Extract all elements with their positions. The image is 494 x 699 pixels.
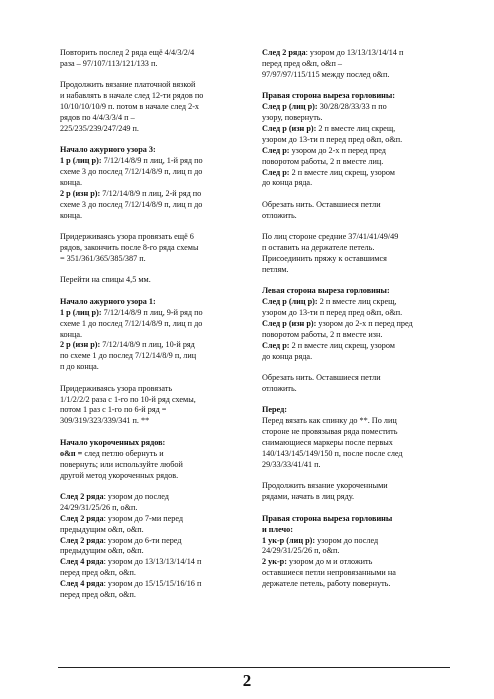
body-text: 2 п вместе лиц скрещ, узором [289,340,395,350]
text-line [60,91,242,102]
text-line [262,200,452,211]
text-line [60,167,242,178]
body-text: = 351/361/365/385/387 п. [60,254,146,263]
body-text: п до конца. [60,362,99,372]
text-line [60,340,242,351]
paragraph [262,91,452,189]
text-line [60,319,242,330]
body-text: перед пред о&п, о&п. [60,568,136,578]
text-line [262,352,452,363]
text-line [60,243,242,254]
text-line [60,80,242,91]
text-line [60,460,242,471]
text-line [262,59,452,70]
text-line [262,124,452,135]
body-text: схеме 3 до послед 7/12/14/8/9 п, лиц п до [60,199,203,209]
text-line [262,70,452,81]
text-line [262,157,452,168]
body-text: потом 1 раз с 1-го по 6-й ряд = [60,405,167,415]
body-text: Продолжить вязание платочной вязкой [60,80,196,90]
body-text: рядами, начать в лиц ряду. [262,492,355,502]
paragraph [60,145,242,221]
body-text: другой метод укороченных рядов. [60,470,179,480]
text-line [262,168,452,179]
body-text: Продолжить вязание укороченными [262,481,388,491]
text-line [262,427,452,438]
paragraph [262,48,452,81]
text-line [262,384,452,395]
body-text: : узором до 13/13/13/14/14 п [103,557,202,567]
text-line [262,113,452,124]
body-text: схеме 1 до послед 7/12/14/8/9 п, лиц п до [60,318,203,328]
left-column [60,48,242,611]
text-line [60,59,242,70]
body-text: 2 п вместе лиц скрещ, узором [289,167,395,177]
text-line [262,557,452,568]
text-line [262,178,452,189]
text-line [60,297,242,308]
text-line [60,546,242,557]
paragraph [262,481,452,503]
body-text: 24/29/31/25/26 п, о&п. [262,546,340,556]
text-line [60,232,242,243]
text-line [60,211,242,222]
body-text: до конца ряда. [262,351,313,361]
paragraph [262,373,452,395]
text-line [60,124,242,135]
heading-text: Правая сторона выреза горловины: [262,91,396,101]
body-text: 2 п вместе лиц скрещ, [317,297,397,307]
body-text: : узором до послед [103,491,169,501]
body-text: 29/33/33/41/41 п. [262,460,321,469]
body-text: узором до 2-х п перед пред [316,319,413,329]
text-line [262,265,452,276]
body-text: 309/319/323/339/341 п. ** [60,416,150,426]
text-line [60,395,242,406]
body-text: узором до 13-ти п перед пред о&п, о&п. [262,308,403,318]
body-text: 7/12/14/8/9 п лиц, 2-й ряд по [100,188,202,198]
body-text: держателе петель, работу повернуть. [262,579,391,589]
text-line [60,557,242,568]
paragraph [262,514,452,590]
text-line [262,232,452,243]
body-text: 24/29/31/25/26 п, о&п. [60,502,138,512]
text-line [60,351,242,362]
text-line [262,135,452,146]
text-line [262,449,452,460]
body-text: Перед вязать как спинку до **. По лиц [262,416,397,426]
body-text: узору, повернуть. [262,113,323,123]
heading-text: Правая сторона выреза горловины [262,513,393,523]
body-text: поворотом работы, 2 п вместе изн. [262,329,383,339]
body-text: рядов, закончить после 8-го ряда схемы [60,243,199,253]
text-line [262,525,452,536]
body-text: узором до м и отложить [286,557,373,567]
body-text: узором до послед [315,535,379,545]
body-text: Перейти на спицы 4,5 мм. [60,275,151,285]
text-line [262,438,452,449]
body-text: узором до 13-ти п перед пред о&п, о&п. [262,134,403,144]
paragraph [60,492,242,601]
body-text: 140/143/145/149/150 п, после после след [262,449,403,459]
body-text: след петлю обернуть и [82,448,164,458]
body-text: раза – 97/107/113/121/133 п. [60,58,158,68]
bold-label: След р (лиц р): [262,297,318,307]
heading-text: и плечо: [262,524,293,534]
paragraph [60,80,242,135]
bold-label: След 2 ряда [262,48,306,57]
text-line [262,546,452,557]
body-text: перед пред о&п, о&п. [60,590,136,600]
bold-label: 2 р (изн р): [60,340,101,350]
text-line [60,514,242,525]
paragraph [262,405,452,470]
body-text: предыдущим о&п, о&п. [60,546,144,556]
text-line [262,319,452,330]
page-number: 2 [242,671,252,690]
text-line [262,536,452,547]
body-text: 10/10/10/10/9 п. потом в начале след 2-х [60,102,200,112]
body-text: 97/97/97/115/115 между послед о&п. [262,69,390,79]
text-line [60,189,242,200]
body-text: предыдущим о&п, о&п. [60,524,144,534]
body-text: схеме 3 до послед 7/12/14/8/9 п, лиц п до [60,167,203,177]
bold-label: След 2 ряда [60,535,104,545]
right-column [262,48,452,601]
heading-text: Перед: [262,405,287,415]
body-text: : узором до 7-ми перед [103,513,184,523]
bold-label: о&п = [60,448,83,458]
text-line [60,471,242,482]
paragraph [60,232,242,265]
text-line [262,286,452,297]
text-line [262,254,452,265]
text-line [60,590,242,601]
text-line [60,102,242,113]
text-line [60,178,242,189]
body-text: : узором до 6-ти перед [103,535,182,545]
text-line [262,91,452,102]
body-text: 1/1/2/2/2 раза с 1-го по 10-й ряд схемы, [60,394,196,404]
bold-label: След р: [262,145,290,155]
paragraph [262,232,452,276]
bold-label: 2 р (изн р): [60,188,101,198]
text-line [262,579,452,590]
heading-text: Начало ажурного узора 3: [60,145,156,155]
paragraph [262,286,452,362]
paragraph [60,297,242,373]
heading-text: Начало ажурного узора 1: [60,296,156,306]
text-line [60,254,242,265]
text-line [262,481,452,492]
text-line [262,308,452,319]
body-text: снимающиеся маркеры после первых [262,438,393,448]
text-line [60,145,242,156]
bold-label: След 4 ряда [60,579,104,589]
heading-text: Начало укороченных рядов: [60,437,166,447]
body-text: узором до 2-х п перед пред [289,145,386,155]
body-text: конца. [60,178,83,188]
body-text: повернуть; или используйте любой [60,459,183,469]
text-line [60,503,242,514]
bold-label: След 2 ряда [60,513,104,523]
heading-text: Левая сторона выреза горловины: [262,286,390,296]
body-text: до конца ряда. [262,178,313,188]
text-line [60,536,242,547]
text-line [262,102,452,113]
text-line [60,156,242,167]
text-line [60,48,242,59]
body-text: перед пред о&п, о&п – [262,58,342,68]
text-line [262,48,452,59]
text-line [262,405,452,416]
bold-label: 1 р (лиц р): [60,307,102,317]
body-text: стороне не провязывая ряда поместить [262,427,398,437]
bold-label: След р (лиц р): [262,102,318,112]
bold-label: След р: [262,167,290,177]
text-line [262,492,452,503]
bold-label: 2 ук-р: [262,557,287,567]
paragraph [262,200,452,222]
text-line [60,416,242,427]
text-line [60,438,242,449]
text-line [60,113,242,124]
body-text: рядов по 4/4/3/3/4 п – [60,113,135,123]
text-line [60,200,242,211]
body-text: п оставить на держателе петель. [262,243,375,253]
bold-label: След р (изн р): [262,123,317,133]
body-text: оставшиеся петли непровязанными на [262,568,396,578]
body-text: Обрезать нить. Оставшиеся петли [262,199,381,209]
body-text: По лиц стороне средние 37/41/41/49/49 [262,232,399,242]
text-line [60,579,242,590]
text-line [262,211,452,222]
body-text: поворотом работы, 2 п вместе лиц. [262,156,384,166]
footer-rule [58,667,450,668]
body-text: Присоединить пряжу к оставшимся [262,254,387,263]
text-line [262,568,452,579]
text-line [60,492,242,503]
text-line [60,330,242,341]
text-line [60,568,242,579]
body-text: : узором до 15/15/15/16/16 п [103,579,202,589]
bold-label: След р: [262,340,290,350]
body-text: конца. [60,210,83,220]
body-text: : узором до 13/13/13/14/14 п [305,48,404,57]
text-line [262,341,452,352]
bold-label: 1 ук-р (лиц р): [262,535,316,545]
bold-label: 1 р (лиц р): [60,156,102,166]
paragraph [60,275,242,286]
body-text: 30/28/28/33/33 п по [317,102,387,112]
bold-label: След р (изн р): [262,319,317,329]
text-line [60,275,242,286]
body-text: 7/12/14/8/9 п лиц, 10-й ряд [100,340,195,350]
body-text: по схеме 1 до послед 7/12/14/8/9 п, лиц [60,351,197,361]
text-line [262,146,452,157]
text-line [60,384,242,395]
text-line [262,514,452,525]
body-text: Придерживаясь узора провязать [60,383,173,393]
body-text: 7/12/14/8/9 п лиц, 9-й ряд по [101,307,203,317]
text-line [262,297,452,308]
text-line [60,525,242,536]
text-line [262,330,452,341]
paragraph [60,438,242,482]
text-line [60,449,242,460]
body-text: петлям. [262,264,289,274]
bold-label: След 2 ряда [60,491,104,501]
body-text: конца. [60,329,83,339]
body-text: 225/235/239/247/249 п. [60,123,139,133]
text-line [60,308,242,319]
paragraph [60,48,242,70]
text-line [262,243,452,254]
text-line [60,362,242,373]
body-text: 7/12/14/8/9 п лиц, 1-й ряд по [101,156,203,166]
paragraph [60,384,242,428]
body-text: отложить. [262,384,297,394]
text-line [262,460,452,471]
text-line [60,405,242,416]
body-text: отложить. [262,210,297,220]
bold-label: След 4 ряда [60,557,104,567]
text-line [262,373,452,384]
body-text: Придерживаясь узора провязать ещё 6 [60,232,194,242]
body-text: 2 п вместе лиц скрещ, [316,123,396,133]
text-line [262,416,452,427]
body-text: Повторить послед 2 ряда ещё 4/4/3/2/4 [60,48,195,57]
body-text: и набавлять в начале след 12-ти рядов по [60,91,204,101]
body-text: Обрезать нить. Оставшиеся петли [262,373,381,383]
